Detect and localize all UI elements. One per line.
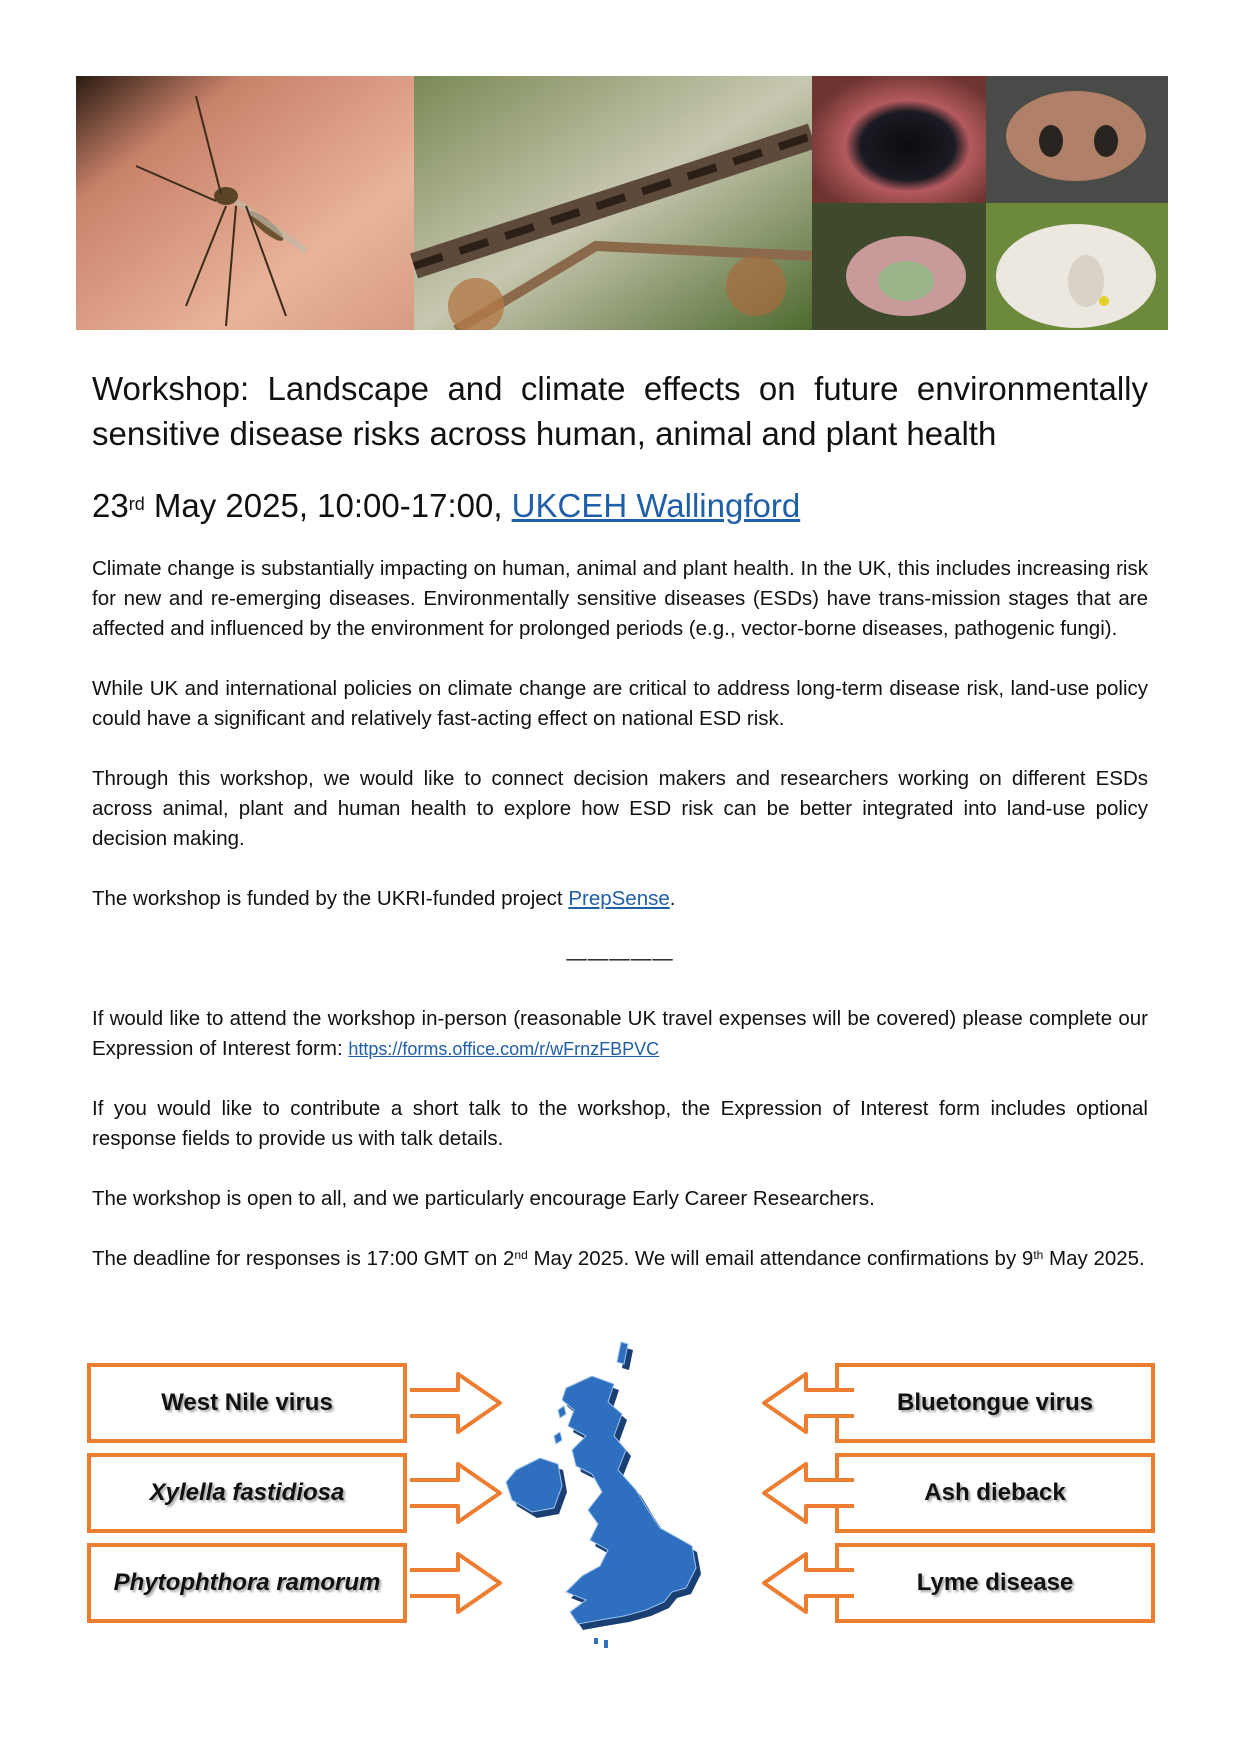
disease-box-ash-dieback <box>835 1453 1155 1533</box>
disease-label: West Nile virus <box>161 1389 333 1416</box>
disease-label: Bluetongue virus <box>896 1389 1094 1416</box>
disease-box-lyme <box>835 1543 1155 1623</box>
event-day-suffix: rd <box>128 494 145 514</box>
funding-paragraph <box>92 884 1148 914</box>
funding-suffix: . <box>669 887 676 910</box>
deadline-paragraph <box>92 1244 1148 1274</box>
policy-paragraph: While UK and international policies on climate change are critical to address long-term disease risk, land-use policy could have a significant and relatively fast-acting effect on national ESD risk. <box>92 677 1148 730</box>
deadline-text-b: May 2025. We will email attendance confirmations by 9 <box>527 1247 1034 1270</box>
arrow-left-icon <box>758 1548 858 1618</box>
aims-paragraph: Through this workshop, we would like to connect decision makers and researchers working on different ESDs across animal, plant and human health to explore how ESD risk can be better integrated into land-use policy decision making. <box>92 767 1148 850</box>
event-day: 23 <box>92 487 129 524</box>
animal-muzzle-photo <box>986 76 1168 203</box>
disease-label: Lyme disease <box>916 1569 1074 1596</box>
deadline-sup-nd: nd <box>514 1248 528 1262</box>
talk-paragraph: If you would like to contribute a short talk to the workshop, the Expression of Interest form includes optional response fields to provide us with talk details. <box>92 1097 1148 1150</box>
disease-box-west-nile <box>87 1363 407 1443</box>
arrow-right-icon <box>406 1368 506 1438</box>
intro-paragraph: Climate change is substantially impacting on human, animal and plant health. In the UK, this includes increasing risk for new and re-emerging diseases. Environmentally sensitive diseases (ESDs) have trans-mission stages that are affected and influenced by the environment for prolonged periods (e.g., vector-borne diseases, pathogenic fungi). <box>92 557 1148 640</box>
attend-paragraph <box>92 1004 1148 1064</box>
disease-box-xylella <box>87 1453 407 1533</box>
event-date-line <box>92 484 1148 528</box>
expression-of-interest-link[interactable]: https://forms.office.com/r/wFrnzFBPVC <box>348 1039 660 1059</box>
arrow-right-icon <box>406 1548 506 1618</box>
venue-link[interactable]: UKCEH Wallingford <box>511 487 801 524</box>
section-divider: ————— <box>566 947 674 970</box>
open-to-all-paragraph: The workshop is open to all, and we particularly encourage Early Career Researchers. <box>92 1187 875 1210</box>
event-date-time: May 2025, 10:00-17:00, <box>144 487 512 524</box>
disease-box-phytophthora <box>87 1543 407 1623</box>
prepsense-link[interactable]: PrepSense <box>568 887 670 910</box>
arrow-left-icon <box>758 1458 858 1528</box>
funding-text: The workshop is funded by the UKRI-funded project <box>92 887 569 910</box>
deadline-text-a: The deadline for responses is 17:00 GMT on 2 <box>92 1247 515 1270</box>
arrow-right-icon <box>406 1458 506 1528</box>
animal-mouth-lesion-photo <box>812 203 986 330</box>
main-content <box>92 366 1148 1274</box>
arrow-left-icon <box>758 1368 858 1438</box>
deadline-text-c: May 2025. <box>1043 1247 1145 1270</box>
disease-box-bluetongue <box>835 1363 1155 1443</box>
page-title: Workshop: Landscape and climate effects on future environmentally sensitive disease risks across human, animal and plant health <box>92 370 1148 452</box>
sheep-photo <box>986 203 1168 330</box>
disease-label: Phytophthora ramorum <box>113 1569 381 1596</box>
disease-label: Ash dieback <box>924 1479 1066 1506</box>
mosquito-photo <box>76 76 414 330</box>
diseased-tree-branch-photo <box>414 76 812 330</box>
attend-text: If would like to attend the workshop in-person (reasonable UK travel expenses will be covered) please complete our Expression of Interest form: <box>92 1007 1148 1060</box>
disease-label: Xylella fastidiosa <box>149 1479 345 1506</box>
uk-map-icon <box>496 1340 736 1660</box>
disease-diagram <box>76 1340 1168 1660</box>
animal-eye-photo <box>812 76 986 203</box>
deadline-sup-th: th <box>1033 1248 1044 1262</box>
banner-image-strip <box>76 76 1168 330</box>
